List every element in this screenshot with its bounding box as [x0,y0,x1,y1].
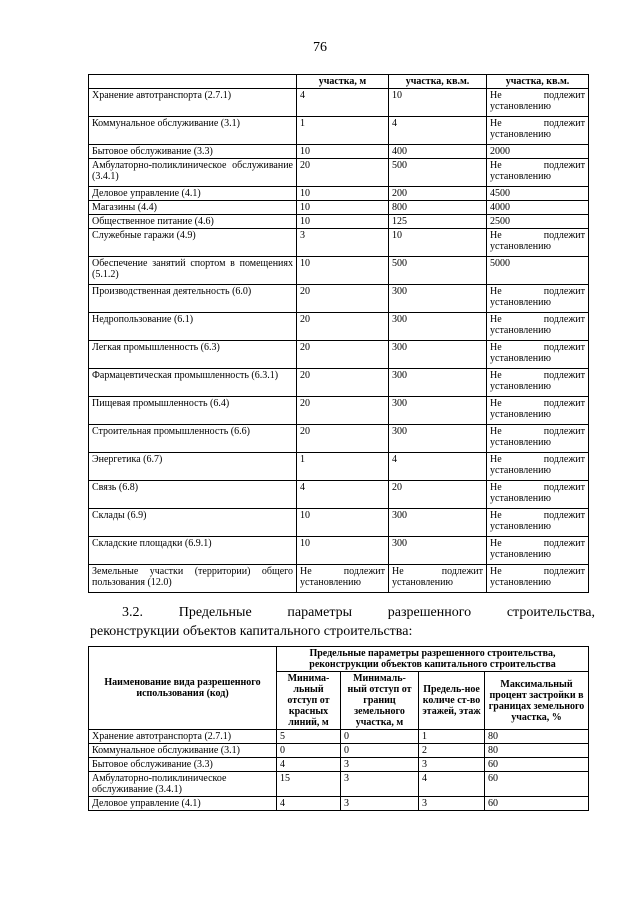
parameters-table-continued [88,74,589,593]
column-header: Минима-льный отступ от красных линий, м [277,672,341,730]
header-cell [89,75,297,89]
table-cell: Обеспечение занятий спортом в помещениях (5.1.2) [89,257,297,285]
table-cell: 0 [341,730,419,744]
table-cell: 2000 [487,145,589,159]
table-cell: 500 [389,257,487,285]
table-cell: Не подлежит установлению [487,285,589,313]
table-cell: Складские площадки (6.9.1) [89,537,297,565]
table-row [89,341,589,369]
table-cell: Производственная деятельность (6.0) [89,285,297,313]
table-cell: Строительная промышленность (6.6) [89,425,297,453]
table-cell: Не подлежит установлению [487,369,589,397]
table-cell: 300 [389,509,487,537]
table-cell: 10 [297,201,389,215]
table-cell: 4 [297,481,389,509]
table-row [89,797,589,811]
table-row [89,744,589,758]
table-cell: Магазины (4.4) [89,201,297,215]
column-header-use-type: Наименование вида разрешенного использования (код) [89,647,277,730]
table-cell: Не подлежит установлению [487,453,589,481]
table-cell: 4 [277,797,341,811]
table-cell: 3 [341,772,419,797]
table-cell: 4 [389,117,487,145]
table-row [89,201,589,215]
table-cell: Не подлежит установлению [487,159,589,187]
table-cell: 3 [419,758,485,772]
table-cell: Хранение автотранспорта (2.7.1) [89,89,297,117]
table-row [89,425,589,453]
table-cell: 20 [297,159,389,187]
table-cell: 80 [485,744,589,758]
table-cell: 300 [389,369,487,397]
table-cell: 4500 [487,187,589,201]
table-cell: 10 [297,145,389,159]
table-cell: 2500 [487,215,589,229]
table-cell: 300 [389,397,487,425]
table-cell: Коммунальное обслуживание (3.1) [89,744,277,758]
table-cell: 10 [389,89,487,117]
column-header: Максимальный процент застройки в границах земельного участка, % [485,672,589,730]
table-cell: 4000 [487,201,589,215]
table-row [89,257,589,285]
table-cell: Не подлежит установлению [487,89,589,117]
table-cell: Не подлежит установлению [487,537,589,565]
group-header: Предельные параметры разрешенного строительства, реконструкции объектов капитального строительства [277,647,589,672]
table-row [89,453,589,481]
table-cell: Не подлежит установлению [487,425,589,453]
table-cell: Деловое управление (4.1) [89,187,297,201]
table-cell: 20 [297,369,389,397]
table-row [89,229,589,257]
heading-line-2: реконструкции объектов капитального строительства: [90,624,413,639]
table-row [89,509,589,537]
table-row [89,159,589,187]
table-cell: Не подлежит установлению [487,117,589,145]
table-cell: Недропользование (6.1) [89,313,297,341]
table-row [89,730,589,744]
table-cell: Не подлежит установлению [487,509,589,537]
table-cell: Связь (6.8) [89,481,297,509]
table-cell: 300 [389,425,487,453]
construction-parameters-table [88,646,589,811]
table-cell: Бытовое обслуживание (3.3) [89,145,297,159]
table-cell: 5 [277,730,341,744]
table-cell: Служебные гаражи (4.9) [89,229,297,257]
table-cell: 3 [297,229,389,257]
table-cell: 300 [389,313,487,341]
table-cell: Деловое управление (4.1) [89,797,277,811]
column-header: Минималь-ный отступ от границ земельного участка, м [341,672,419,730]
table-cell: 20 [297,425,389,453]
table-cell: 4 [389,453,487,481]
table-cell: 300 [389,285,487,313]
table-cell: 60 [485,758,589,772]
table-cell: Не подлежит установлению [487,565,589,593]
table-cell: 200 [389,187,487,201]
heading-word: Предельные [178,605,252,620]
table-cell: 4 [419,772,485,797]
table-cell: Не подлежит установлению [487,341,589,369]
section-heading [90,603,595,641]
table-cell: 3 [341,797,419,811]
table-row [89,145,589,159]
table-row [89,537,589,565]
table-cell: Общественное питание (4.6) [89,215,297,229]
table-row [89,215,589,229]
table-cell: 1 [419,730,485,744]
table-cell: Легкая промышленность (6.3) [89,341,297,369]
table-cell: 80 [485,730,589,744]
table-cell: 20 [297,313,389,341]
header-cell: участка, м [297,75,389,89]
table-cell: 20 [297,285,389,313]
table-cell: 5000 [487,257,589,285]
table-cell: 10 [389,229,487,257]
table-cell: Хранение автотранспорта (2.7.1) [89,730,277,744]
table-cell: Не подлежит установлению [487,313,589,341]
table-cell: 10 [297,187,389,201]
table-row [89,117,589,145]
table-cell: 20 [389,481,487,509]
table-cell: 10 [297,509,389,537]
table-cell: 10 [297,257,389,285]
table-cell: 300 [389,341,487,369]
table-cell: Земельные участки (территории) общего пользования (12.0) [89,565,297,593]
table-cell: 0 [341,744,419,758]
table-cell: Коммунальное обслуживание (3.1) [89,117,297,145]
table-cell: Энергетика (6.7) [89,453,297,481]
table-header-row [89,75,589,89]
table-row [89,89,589,117]
heading-word: параметры [287,605,353,620]
table-row [89,758,589,772]
table-cell: Не подлежит установлению [389,565,487,593]
table-row [89,369,589,397]
table-cell: 1 [297,453,389,481]
table-cell: Амбулаторно-поликлиническое обслуживание (3.4.1) [89,159,297,187]
section-number: 3.2. [122,605,143,620]
table-row [89,481,589,509]
heading-word: разрешенного [387,605,472,620]
table-cell: 0 [277,744,341,758]
table-row [89,285,589,313]
table-row [89,313,589,341]
table-cell: 500 [389,159,487,187]
table-cell: Фармацевтическая промышленность (6.3.1) [89,369,297,397]
table-cell: 60 [485,797,589,811]
table-cell: 800 [389,201,487,215]
table-row [89,397,589,425]
table-cell: 3 [419,797,485,811]
table-cell: Не подлежит установлению [487,397,589,425]
table-row [89,187,589,201]
heading-word: строительства, [506,605,595,620]
table-row [89,565,589,593]
table-cell: 20 [297,397,389,425]
table-cell: 4 [277,758,341,772]
table-cell: 300 [389,537,487,565]
table-cell: Склады (6.9) [89,509,297,537]
header-cell: участка, кв.м. [389,75,487,89]
table-cell: 400 [389,145,487,159]
table-cell: 3 [341,758,419,772]
table-cell: 20 [297,341,389,369]
column-header: Предель-ное количе ст-во этажей, этаж [419,672,485,730]
table-cell: 10 [297,215,389,229]
table-cell: 1 [297,117,389,145]
table-cell: 60 [485,772,589,797]
table-cell: Не подлежит установлению [297,565,389,593]
table-cell: Бытовое обслуживание (3.3) [89,758,277,772]
table-cell: Амбулаторно-поликлиническое обслуживание (3.4.1) [89,772,277,797]
table-row [89,772,589,797]
table-cell: 4 [297,89,389,117]
table-cell: Не подлежит установлению [487,481,589,509]
table-cell: 125 [389,215,487,229]
table-cell: 15 [277,772,341,797]
header-cell: участка, кв.м. [487,75,589,89]
page-number: 76 [313,40,327,55]
table-cell: Пищевая промышленность (6.4) [89,397,297,425]
table-cell: 10 [297,537,389,565]
table-cell: 2 [419,744,485,758]
table-cell: Не подлежит установлению [487,229,589,257]
